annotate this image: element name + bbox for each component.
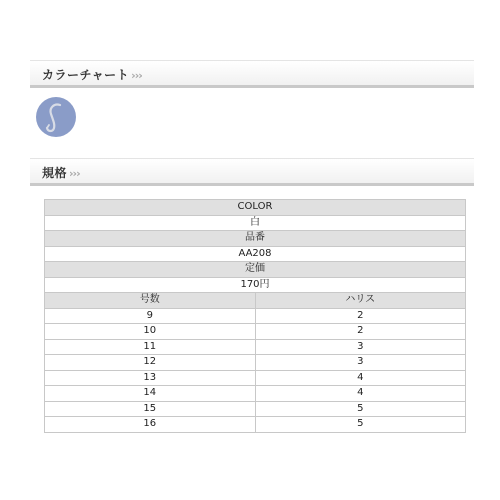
line-cell: 3 — [255, 339, 466, 355]
table-row — [45, 262, 466, 278]
table-row — [45, 401, 466, 417]
table-row — [45, 417, 466, 433]
line-column-header: ハリス — [255, 293, 466, 309]
spec-title-text: 規格 — [42, 166, 68, 180]
size-cell: 9 — [45, 308, 256, 324]
size-cell: 15 — [45, 401, 256, 417]
size-cell: 13 — [45, 370, 256, 386]
line-cell: 4 — [255, 386, 466, 402]
color-chart-title-text: カラーチャート — [42, 68, 130, 82]
table-row — [45, 246, 466, 262]
spec-title — [42, 164, 80, 181]
price-label-cell: 定価 — [45, 262, 466, 278]
size-column-header: 号数 — [45, 293, 256, 309]
table-row — [45, 308, 466, 324]
size-cell: 16 — [45, 417, 256, 433]
color-chart-title — [42, 66, 142, 83]
part-value-cell: AA208 — [45, 246, 466, 262]
table-row — [45, 277, 466, 293]
hook-icon — [36, 97, 76, 137]
size-cell: 12 — [45, 355, 256, 371]
chevrons-icon: ››› — [131, 69, 142, 82]
line-cell: 2 — [255, 324, 466, 340]
chevrons-icon: ››› — [69, 167, 80, 180]
spec-header — [30, 158, 474, 186]
table-row — [45, 215, 466, 231]
line-cell: 5 — [255, 401, 466, 417]
table-row — [45, 355, 466, 371]
color-value-cell: 白 — [45, 215, 466, 231]
spec-table — [44, 199, 466, 433]
table-row — [45, 386, 466, 402]
table-header-row — [45, 293, 466, 309]
price-value-cell: 170円 — [45, 277, 466, 293]
color-label-cell: COLOR — [45, 200, 466, 216]
size-cell: 14 — [45, 386, 256, 402]
color-chart-header — [30, 60, 474, 88]
table-row — [45, 339, 466, 355]
line-cell: 4 — [255, 370, 466, 386]
table-row — [45, 370, 466, 386]
size-cell: 11 — [45, 339, 256, 355]
table-row — [45, 231, 466, 247]
line-cell: 3 — [255, 355, 466, 371]
line-cell: 5 — [255, 417, 466, 433]
line-cell: 2 — [255, 308, 466, 324]
table-row — [45, 200, 466, 216]
table-row — [45, 324, 466, 340]
size-cell: 10 — [45, 324, 256, 340]
hook-swatch-image[interactable] — [36, 97, 76, 137]
part-label-cell: 品番 — [45, 231, 466, 247]
